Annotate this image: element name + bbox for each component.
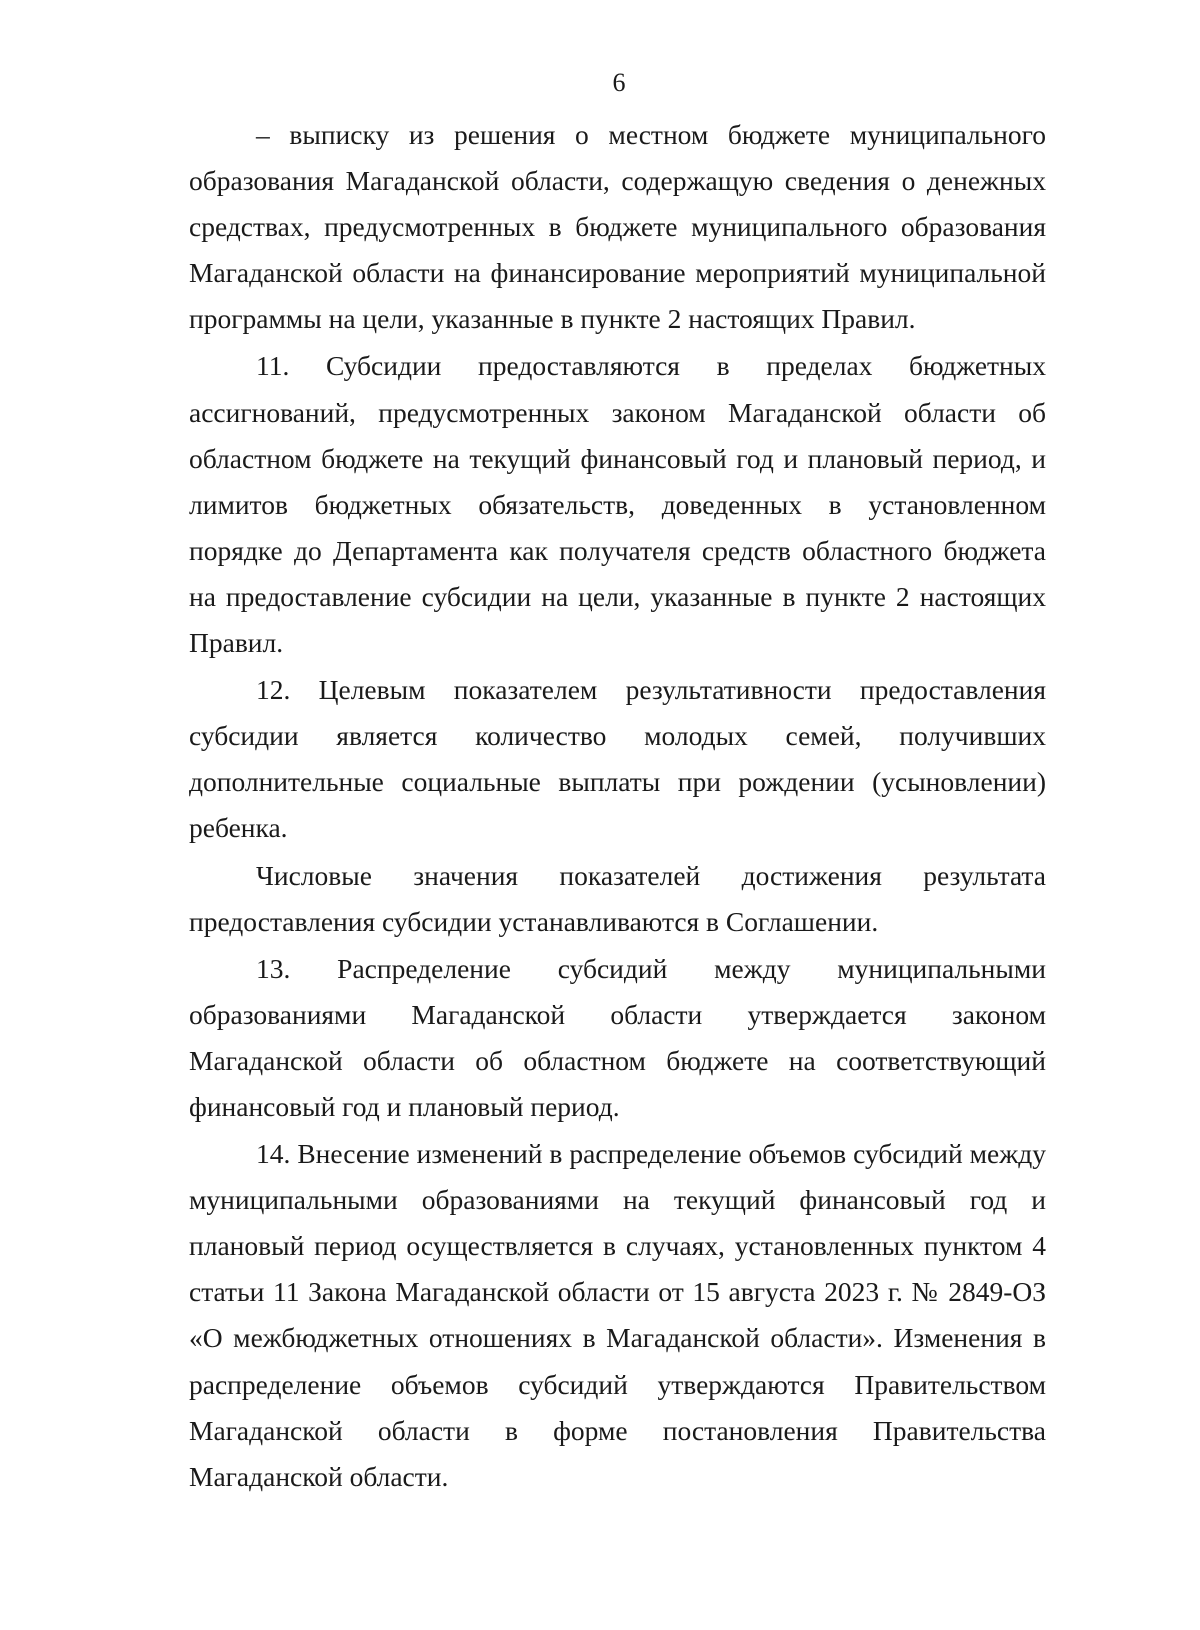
paragraph-11: 11. Субсидии предоставляются в пределах бюджетных ассигнований, предусмотренных законом Магаданской области об областном бюджете на текущий финансовый год и плановый период, и лимитов бюджетных обязательств, доведенных в установленном порядке до Департамента как получателя средств областного бюджета на предоставление субсидии на цели, указанные в пункте 2 настоящих Правил. — [189, 350, 1046, 659]
paragraph-12: 12. Целевым показателем результативности предоставления субсидии является количество молодых семей, получивших дополнительные социальные выплаты при рождении (усыновлении) ребенка. — [189, 674, 1046, 844]
paragraph-indicator-values: Числовые значения показателей достижения результата предоставления субсидии устанавливаются в Соглашении. — [189, 859, 1046, 937]
page-number: 6 — [612, 68, 626, 97]
paragraph-14: 14. Внесение изменений в распределение объемов субсидий между муниципальными образованиями на текущий финансовый год и плановый период осуществляется в случаях, установленных пунктом 4 статьи 11 Закона Магаданской области от 15 августа 2023 г. № 2849-ОЗ «О межбюджетных отношениях в Магаданской области». Изменения в распределение объемов субсидий утверждаются Правительством Магаданской области в форме постановления Правительства Магаданской области. — [189, 1138, 1046, 1492]
paragraph-13: 13. Распределение субсидий между муниципальными образованиями Магаданской области утверждается законом Магаданской области об областном бюджете на соответствующий финансовый год и плановый период. — [189, 952, 1046, 1122]
paragraph-budget-extract: – выписку из решения о местном бюджете муниципального образования Магаданской области, содержащую сведения о денежных средствах, предусмотренных в бюджете муниципального образования Магаданской области на финансирование мероприятий муниципальной программы на цели, указанные в пункте 2 настоящих Правил. — [189, 119, 1046, 335]
document-body — [189, 112, 1046, 1500]
